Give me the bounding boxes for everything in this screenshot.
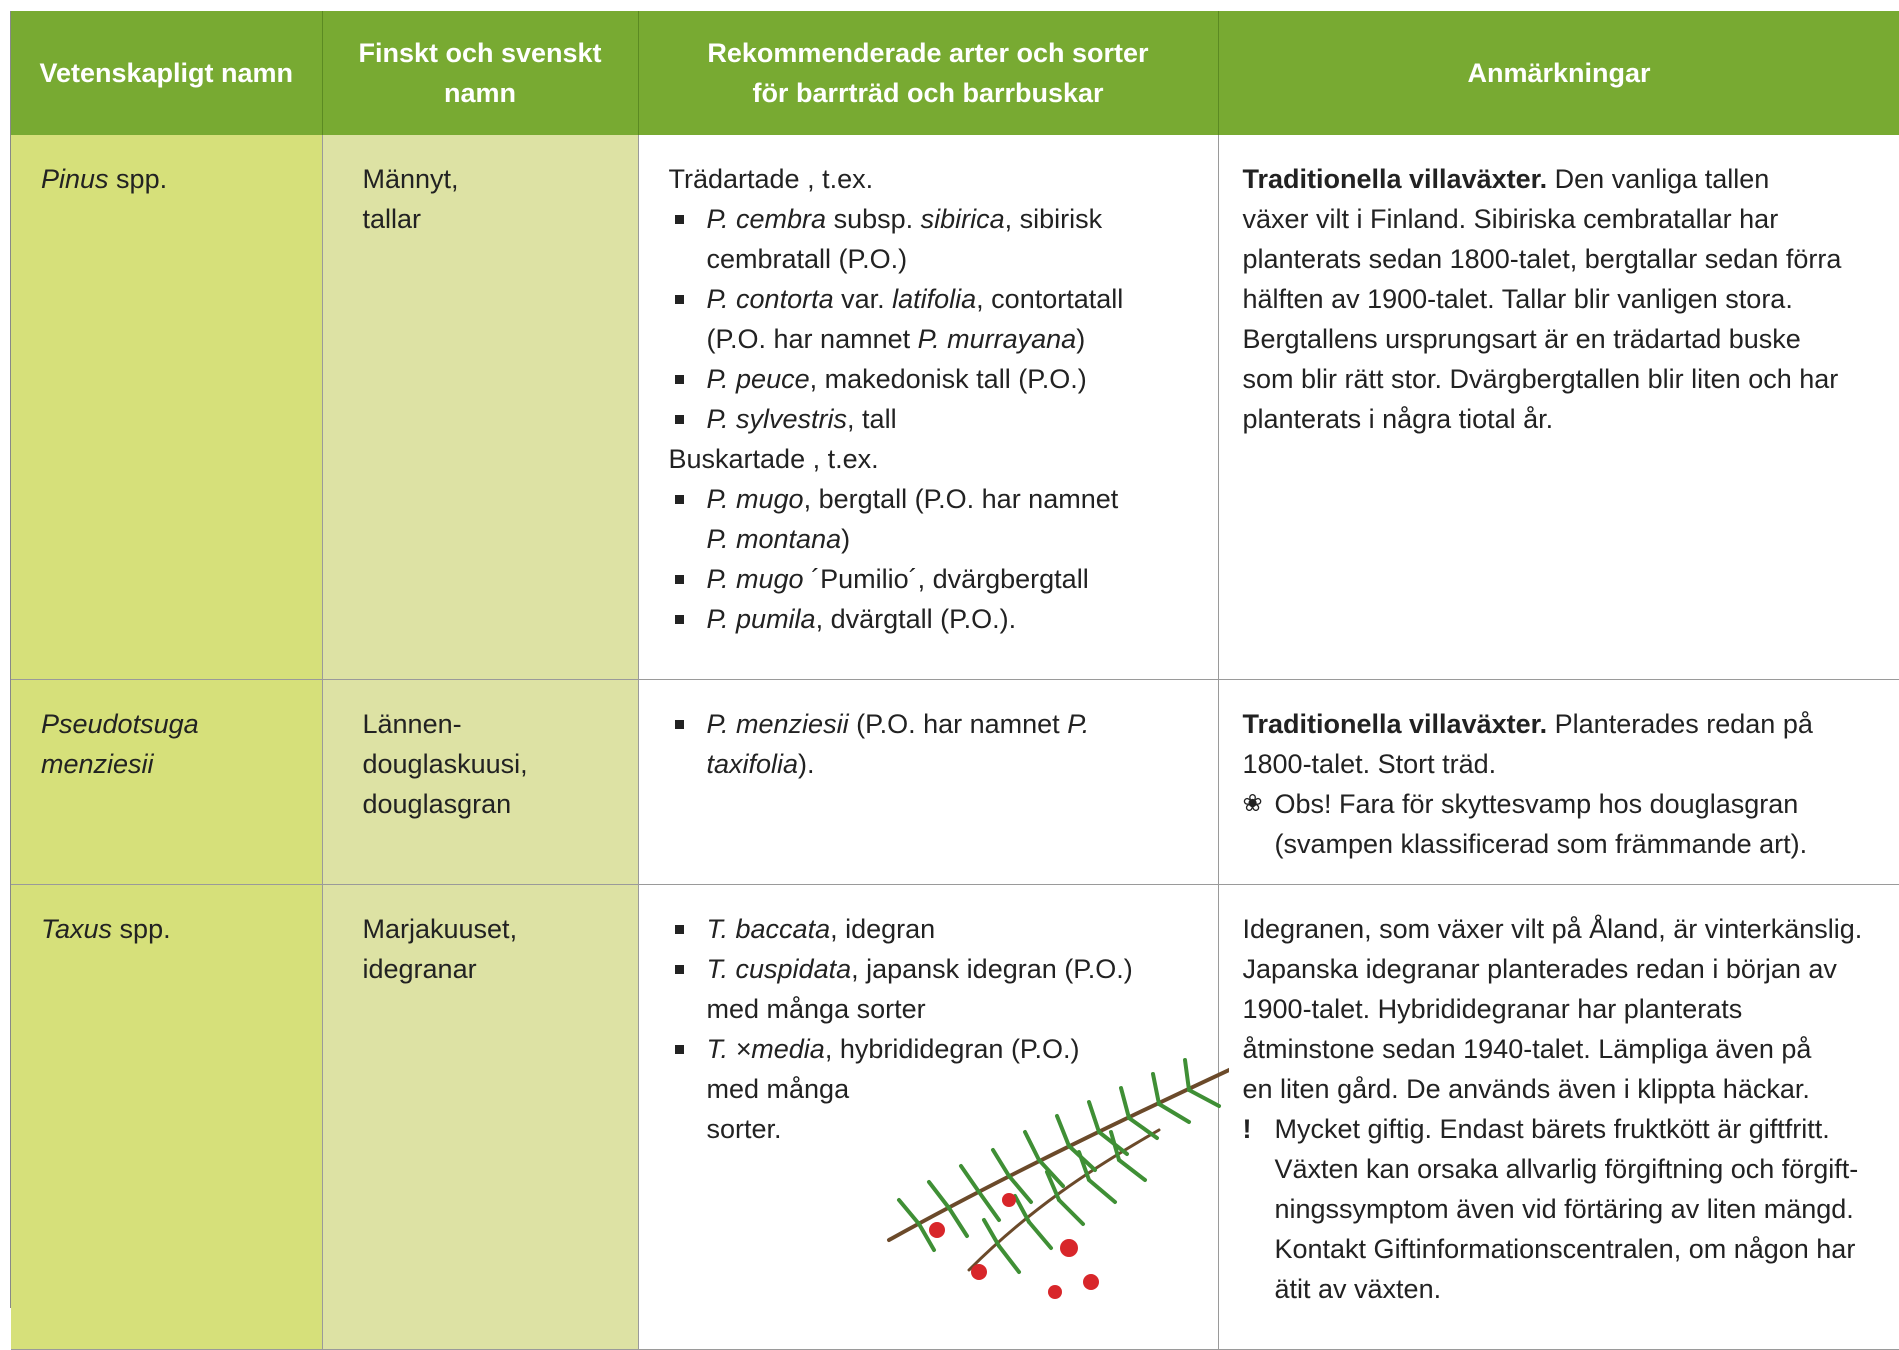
remarks-cell: Traditionella villaväxter. Den vanliga tallen växer vilt i Finland. Sibiriska cembratallar har planterats sedan 1800-talet, bergtallar sedan förra hälften av 1900-talet. Tallar blir vanligen stora. Bergtallens ursprungsart är en trädartad buske som blir rätt stor. Dvärgbergtallen blir liten och har planterats i några tiotal år.: [1218, 135, 1899, 680]
remarks-cell: Traditionella villaväxter. Planterades redan på 1800-talet. Stort träd. ❀ Obs! Fara för skyttesvamp hos douglasgran (svampen klassificerad som främmande art).: [1218, 680, 1899, 885]
list-item: P. mugo, bergtall (P.O. har namnet: [669, 479, 1198, 519]
fungus-warning: ❀ Obs! Fara för skyttesvamp hos douglasgran (svampen klassificerad som främmande art).: [1243, 784, 1886, 864]
group-heading: Buskartade , t.ex.: [668, 444, 879, 474]
common-name-cell: Marjakuuset, idegranar: [322, 885, 638, 1350]
recommended-cell: T. baccata, idegran T. cuspidata, japansk idegran (P.O.) med många sorter T. ×media, hybrididegran (P.O.) med många sorter.: [638, 885, 1218, 1350]
header-scientific-name: Vetenskapligt namn: [11, 11, 322, 135]
list-item: P. peuce, makedonisk tall (P.O.): [669, 359, 1198, 399]
table-row: [11, 135, 1899, 680]
list-item: P. menziesii (P.O. har namnet P. taxifolia).: [669, 704, 1198, 784]
list-item: P. sylvestris, tall: [669, 399, 1198, 439]
yew-branch-image: [859, 1010, 1229, 1310]
list-item: T. baccata, idegran: [669, 909, 1198, 949]
scientific-name-cell: Taxus spp.: [11, 885, 322, 1350]
exclamation-icon: !: [1242, 1114, 1252, 1144]
scientific-name-cell: Pinus spp.: [11, 135, 322, 680]
list-item: T. cuspidata, japansk idegran (P.O.): [669, 949, 1198, 989]
list-item: P. mugo ´Pumilio´, dvärgbergtall: [669, 559, 1198, 599]
table-row: [11, 885, 1899, 1350]
header-common-name: Finskt och svenskt namn: [322, 11, 638, 135]
scientific-name-cell: Pseudotsuga menziesii: [11, 680, 322, 885]
list-item: P. pumila, dvärgtall (P.O.).: [669, 599, 1198, 639]
plant-table-frame: [10, 11, 1899, 1308]
list-item: T. ×media, hybrididegran (P.O.): [669, 1029, 1198, 1069]
remarks-cell: Idegranen, som växer vilt på Åland, är vinterkänslig. Japanska idegranar planterades redan i början av 1900-talet. Hybrididegranar har planterats åtminstone sedan 1940-talet. Lämpliga även på en liten gård. De används även i klippta häckar. ! Mycket giftig. Endast bärets fruktkött är giftfritt. Växten kan orsaka allvarlig förgiftning och förgift- ningssymptom även vid förtäring av liten mängd. Kontakt Giftinformationscentralen, om någon har ätit av växten.: [1218, 885, 1899, 1350]
common-name-cell: Lännen- douglaskuusi, douglasgran: [322, 680, 638, 885]
header-remarks: Anmärkningar: [1218, 11, 1899, 135]
list-item: P. contorta var. latifolia, contortatall: [669, 279, 1198, 319]
group-heading: Trädartade , t.ex.: [668, 164, 874, 194]
poison-warning: ! Mycket giftig. Endast bärets fruktkött är giftfritt. Växten kan orsaka allvarlig förgiftning och förgift- ningssymptom även vid förtäring av liten mängd. Kontakt Giftinformationscentralen, om någon har ätit av växten.: [1243, 1109, 1886, 1309]
flower-icon: ❀: [1242, 790, 1263, 817]
recommended-cell: [638, 680, 1218, 885]
recommended-cell: Trädartade , t.ex. P. cembra subsp. sibirica, sibirisk cembratall (P.O.) P. contorta var. latifolia, contortatall (P.O. har namnet P. murrayana) P. peuce, makedonisk tall (P.O.) P. sylvestris, tall Buskartade , t.ex. P. mugo, bergtall (P.O. har namnet P. montana) P. mugo ´Pumilio´, dvärgbergtall P. pumila, dvärgtall (P.O.).: [638, 135, 1218, 680]
conifer-table: [11, 11, 1899, 1350]
common-name-cell: Männyt, tallar: [322, 135, 638, 680]
list-item: P. cembra subsp. sibirica, sibirisk: [669, 199, 1198, 239]
header-recommended: Rekommenderade arter och sorter för barrträd och barrbuskar: [638, 11, 1218, 135]
table-row: [11, 680, 1899, 885]
header-row: [11, 11, 1899, 135]
